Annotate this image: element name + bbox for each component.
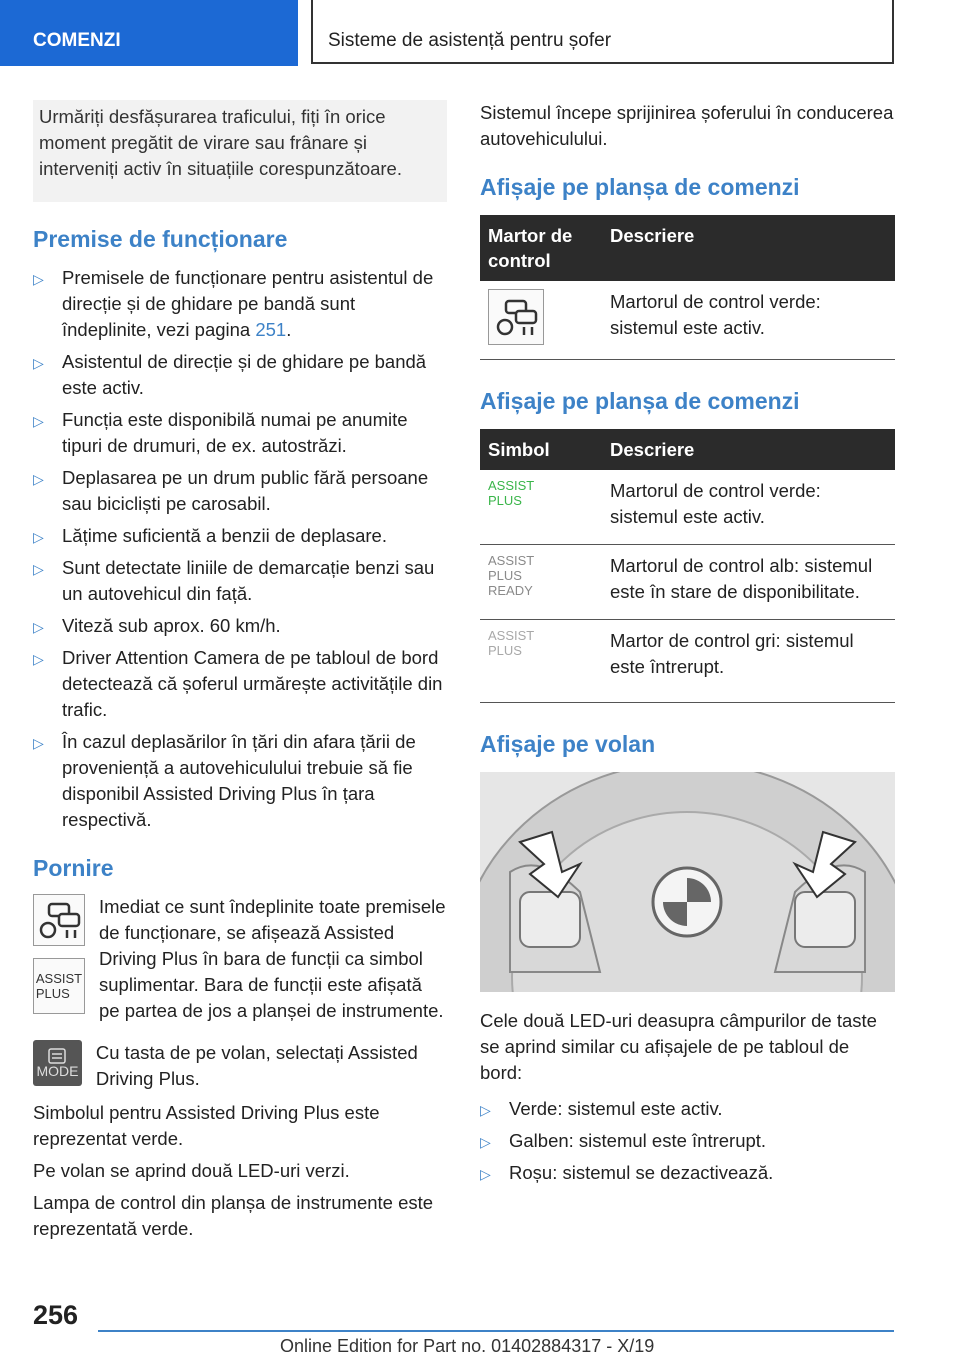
led-list [480, 1096, 895, 1186]
assist-plus-grey-icon: ASSIST PLUS [488, 628, 535, 658]
triangle-bullet-icon: ▷ [33, 529, 44, 545]
table-row [480, 545, 895, 620]
header-chapter-box [311, 0, 894, 64]
list-item: ▷ Verde: sistemul este activ. [480, 1096, 895, 1122]
table-cell [480, 281, 602, 360]
table-row [480, 281, 895, 360]
right-column [480, 100, 895, 1192]
table-cell: Martor de control gri: sistemul este întrerupt. [602, 620, 895, 703]
table-header: Simbol [480, 429, 602, 470]
warning-note: Urmăriți desfășurarea traficului, fiți în orice moment pregătit de virare sau frânare și interveniți activ în situațiile corespunzătoare. [33, 100, 447, 202]
pornire-block [33, 894, 447, 1024]
list-item: ▷ Viteză sub aprox. 60 km/h. [33, 613, 447, 639]
table-header: Descriere [602, 429, 895, 470]
triangle-bullet-icon: ▷ [33, 561, 44, 577]
triangle-bullet-icon: ▷ [33, 735, 44, 751]
left-column [33, 100, 447, 1248]
led-description: Cele două LED-uri deasupra câmpurilor de taste se aprind similar cu afișajele de pe tabloul de bord: [480, 1010, 877, 1083]
mode-text: Cu tasta de pe volan, selectați Assisted Driving Plus. [95, 1042, 418, 1089]
list-item: ▷ Lățime suficientă a benzii de deplasare. [33, 523, 447, 549]
section-heading: Afișaje pe volan [480, 731, 656, 757]
table-row [480, 470, 895, 545]
triangle-bullet-icon: ▷ [480, 1134, 491, 1150]
premise-heading: Premise de funcționare [33, 226, 288, 252]
assist-plus-ready-icon: ASSIST PLUS READY [488, 553, 535, 598]
assist-plus-green-icon: ASSIST PLUS [488, 478, 535, 508]
section-heading: Afișaje pe planșa de comenzi [480, 388, 800, 414]
list-item: ▷ În cazul deplasărilor în țări din afara țării de proveniență a autovehiculului trebuie să fie disponibil Assisted Driving Plus în țara respectivă. [33, 731, 416, 830]
table-cell: Martorul de control verde: sistemul este activ. [602, 470, 895, 545]
indicator-table [480, 215, 895, 360]
table-cell: Martorul de control alb: sistemul este în stare de disponibilitate. [602, 545, 895, 620]
table-cell: Martorul de control verde: sistemul este activ. [602, 281, 895, 360]
triangle-bullet-icon: ▷ [480, 1166, 491, 1182]
triangle-bullet-icon: ▷ [33, 271, 44, 287]
page-number: 256 [33, 1300, 79, 1330]
triangle-bullet-icon: ▷ [33, 619, 44, 635]
list-item: ▷ Sunt detectate liniile de demarcație benzi sau un autovehicul din față. [33, 557, 435, 604]
mode-block [33, 1040, 447, 1092]
table-cell [480, 545, 602, 620]
premise-list [33, 265, 447, 833]
list-item: ▷ Asistentul de direcție și de ghidare pe bandă este activ. [33, 351, 427, 398]
triangle-bullet-icon: ▷ [33, 413, 44, 429]
lane-assist-icon [33, 894, 85, 946]
section-heading: Afișaje pe planșa de comenzi [480, 174, 800, 200]
paragraph: Simbolul pentru Assisted Driving Plus este reprezentat verde. [33, 1102, 380, 1149]
steering-wheel-image [480, 772, 895, 992]
symbol-table [480, 429, 895, 703]
edition-footer: Online Edition for Part no. 01402884317 - X/19 [280, 1336, 655, 1356]
triangle-bullet-icon: ▷ [480, 1102, 491, 1118]
list-item: ▷ Roșu: sistemul se dezactivează. [480, 1160, 895, 1186]
assist-plus-icon: ASSIST PLUS [33, 958, 85, 1014]
table-cell [480, 470, 602, 545]
triangle-bullet-icon: ▷ [33, 651, 44, 667]
pornire-text: Imediat ce sunt îndeplinite toate premisele de funcționare, se afișează Assisted Driving Plus în bara de funcții ca simbol suplimentar. Bara de funcții este afișată pe partea de jos a planșei de instrumente. [99, 896, 446, 1021]
mode-button-icon: MODE [33, 1040, 82, 1086]
table-header: Descriere [602, 215, 895, 281]
lane-assist-icon [488, 289, 544, 345]
pornire-heading: Pornire [33, 855, 114, 881]
table-header: Martor de control [480, 215, 602, 281]
header-section-tab [0, 0, 298, 66]
table-cell [480, 620, 602, 703]
list-item: ▷ Deplasarea pe un drum public fără persoane sau bicicliști pe carosabil. [33, 467, 429, 514]
page-link[interactable]: 251 [255, 319, 287, 340]
triangle-bullet-icon: ▷ [33, 471, 44, 487]
paragraph: Lampa de control din planșa de instrumente este reprezentată verde. [33, 1192, 434, 1239]
pornire-icons [33, 894, 85, 1024]
table-row [480, 620, 895, 703]
header-section-label: COMENZI [33, 30, 121, 51]
list-item: ▷ Premisele de funcționare pentru asistentul de direcție și de ghidare pe bandă sunt îndeplinite, vezi pagina 251. [33, 267, 434, 340]
list-item: ▷ Funcția este disponibilă numai pe anumite tipuri de drumuri, de ex. autostrăzi. [33, 409, 408, 456]
paragraph: Pe volan se aprind două LED-uri verzi. [33, 1160, 350, 1181]
intro-text: Sistemul începe sprijinirea șoferului în conducerea autovehiculului. [480, 102, 894, 149]
list-item: ▷ Galben: sistemul este întrerupt. [480, 1128, 895, 1154]
triangle-bullet-icon: ▷ [33, 355, 44, 371]
footer-divider [98, 1330, 894, 1332]
header-chapter-label: Sisteme de asistență pentru șofer [328, 30, 612, 51]
list-item: ▷ Driver Attention Camera de pe tabloul de bord detectează că șoferul urmărește activitățile din trafic. [33, 647, 443, 720]
